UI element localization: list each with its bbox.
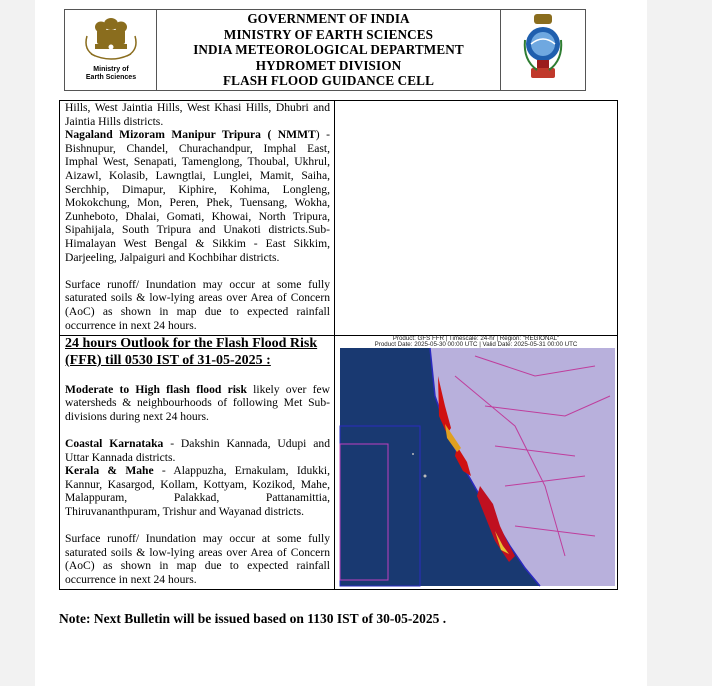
imd-logo	[501, 10, 585, 90]
empty-map-cell	[335, 101, 618, 336]
ffr-map-cell	[335, 336, 618, 590]
karnataka-districts: - Dakshin Kannada, Udupi and Uttar Kannada districts.	[65, 436, 330, 464]
risk-description: likely over few watersheds & neighbourhoods of following Met Sub-divisions during next 24 hours.	[65, 382, 330, 423]
header-line-ministry: MINISTRY OF EARTH SCIENCES	[223, 26, 434, 42]
emblem-caption-line1: Ministry of	[93, 66, 129, 73]
header-title-block	[157, 10, 501, 90]
runoff-note-1: Surface runoff/ Inundation may occur at some fully saturated soils & low-lying areas over Area of Concern (AoC) as shown in map due to expected rainfall occurrence in next 24 hours.	[65, 277, 330, 332]
kerala-paragraph	[65, 464, 330, 518]
ffr-map-image	[335, 336, 617, 587]
header-line-government: GOVERNMENT OF INDIA	[247, 11, 410, 26]
bulletin-page	[35, 0, 647, 686]
ashoka-emblem-icon	[65, 10, 157, 66]
map-caption-dates: Product Date: 2025-05-30 00:00 UTC | Valid Date: 2025-05-31 00:00 UTC	[374, 340, 578, 348]
karnataka-heading: Coastal Karnataka	[65, 436, 164, 450]
karnataka-paragraph	[65, 437, 330, 464]
outlook-text-cell	[60, 336, 335, 590]
runoff-note-2: Surface runoff/ Inundation may occur at some fully saturated soils & low-lying areas over Area of Concern (AoC) as shown in map due to expected rainfall occurrence in next 24 hours.	[65, 532, 330, 586]
imd-logo-icon	[501, 10, 585, 90]
risk-level: Moderate to High flash flood risk	[65, 382, 247, 396]
kerala-heading: Kerala & Mahe	[65, 464, 154, 478]
header-line-division: HYDROMET DIVISION	[255, 57, 402, 73]
districts-continued: Hills, West Jaintia Hills, West Khasi Hills, Dhubri and Jaintia Hills districts.	[65, 101, 330, 128]
next-bulletin-note: Note: Next Bulletin will be issued based on 1130 IST of 30-05-2025 .	[59, 611, 447, 626]
kerala-districts: - Alappuzha, Ernakulam, Idukki, Kannur, Kasargod, Kollam, Kottyam, Kozikod, Mahe, Malappuram, Palakkad, Pattanamittia, Thiruvananthpuram, Trishur and Wayanad districts.	[65, 464, 330, 518]
header-line-cell: FLASH FLOOD GUIDANCE CELL	[223, 73, 434, 89]
moes-emblem	[65, 10, 157, 90]
bulletin-table	[59, 100, 618, 590]
nmmt-paragraph	[65, 128, 330, 264]
ffr-map	[335, 336, 617, 587]
header-line-imd: INDIA METEOROLOGICAL DEPARTMENT	[193, 42, 464, 58]
emblem-caption-line2: Earth Sciences	[85, 73, 137, 81]
nmmt-heading: Nagaland Mizoram Manipur Tripura ( NMMT	[65, 128, 316, 142]
bulletin-header	[64, 9, 586, 91]
outlook-title: 24 hours Outlook for the Flash Flood Risk (FFR) till 0530 IST of 31-05-2025 :	[65, 336, 318, 368]
table-row-outlook	[60, 336, 618, 590]
table-row-northeast	[60, 101, 618, 336]
northeast-text-cell	[60, 101, 335, 336]
risk-paragraph	[65, 383, 330, 424]
nmmt-districts: ) - Bishnupur, Chandel, Churachandpur, Imphal East, Imphal West, Senapati, Tamenglong, Thoubal, Ukhrul, Aizawl, Kolasib, Lawngtlai, Lunglei, Mamit, Saiha, Serchhip, Dimapur, Kiphire, Kohima, Longleng, Mokokchung, Mon, Peren, Phek, Tuensang, Wokha, Zunheboto, Dhalai, Gomati, Khowai, North Tripura, Sipahijala, South Tripura and Unakoti districts.Sub-Himalayan West Bengal & Sikkim - East Sikkim, Darjeeling, Jalpaiguri and Kochbihar districts.	[65, 128, 330, 264]
map-caption-product: Product: GFS FFR | Timescale: 24-hr | Region: "REGIONAL"	[392, 335, 560, 342]
